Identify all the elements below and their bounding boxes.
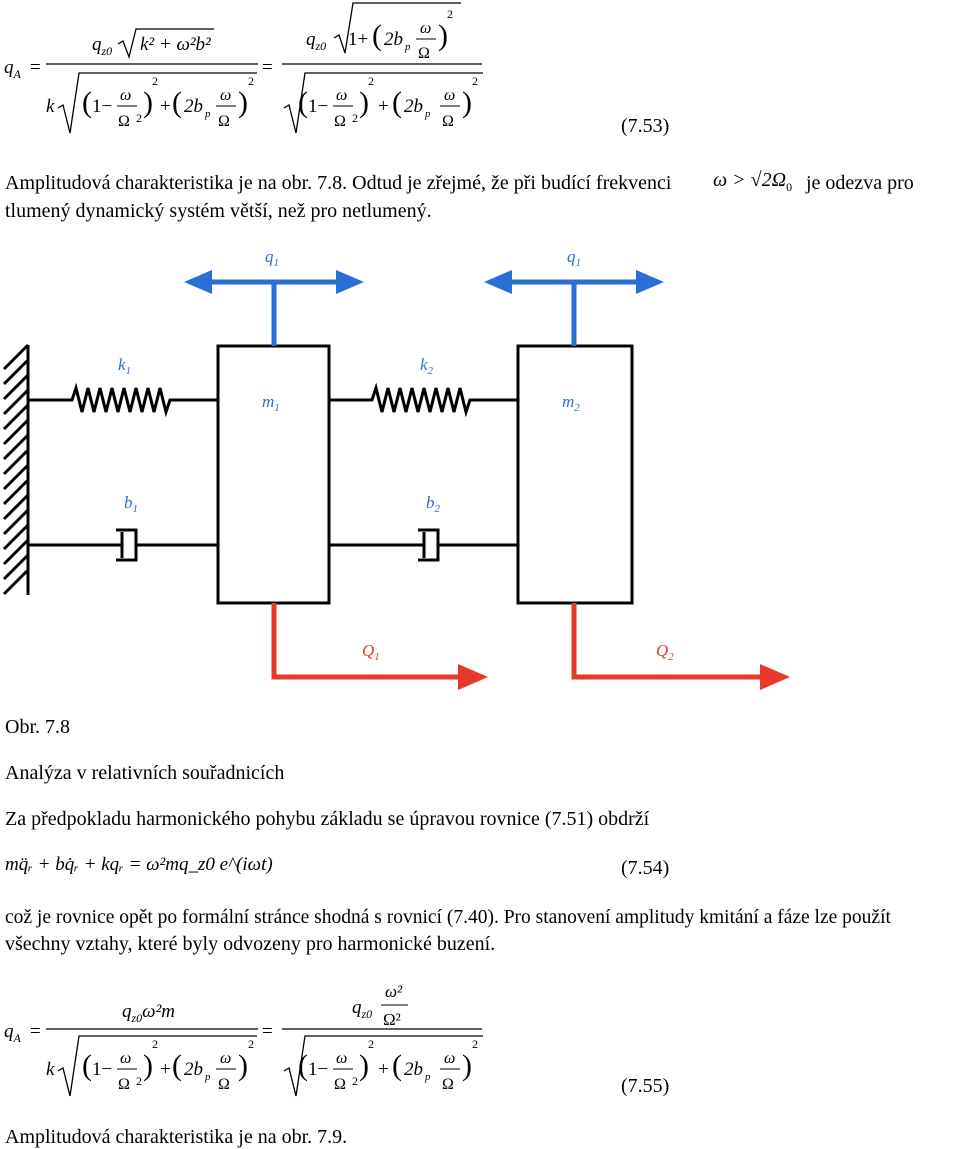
eq753-lhs: $q_A$: [4, 57, 21, 81]
paragraph-2: Za předpokladu harmonického pohybu základu se úpravou rovnice (7.51) obdrží: [5, 808, 650, 830]
svg-text:2: 2: [152, 1037, 158, 1051]
eq755-num2: $q_{z0}$: [352, 997, 373, 1021]
svg-text:ω: ω: [120, 1050, 132, 1067]
label-k2: $k_2$: [420, 355, 434, 377]
label-q1-right: $q_1$: [567, 247, 581, 269]
svg-text:Ω: Ω: [334, 1076, 346, 1093]
svg-text:p: p: [425, 108, 431, 120]
svg-text:2: 2: [352, 1074, 358, 1088]
svg-text:): ): [238, 86, 248, 119]
svg-text:+: +: [160, 1059, 171, 1080]
svg-text:(: (: [392, 1049, 402, 1082]
svg-text:): ): [462, 1049, 472, 1082]
svg-text:p: p: [205, 1071, 211, 1083]
label-b2: $b_2$: [426, 493, 440, 515]
equation-number-7-53: (7.53): [621, 115, 670, 137]
equation-7-53: [0, 0, 700, 145]
svg-text:): ): [359, 1049, 369, 1082]
svg-text:2: 2: [248, 1037, 254, 1051]
svg-text:=: =: [30, 1021, 41, 1042]
svg-text:p: p: [205, 108, 211, 120]
svg-text:Ω: Ω: [442, 113, 454, 130]
svg-text:Ω: Ω: [118, 1076, 130, 1093]
svg-text:1−: 1−: [308, 1059, 329, 1080]
svg-text:ω: ω: [444, 87, 456, 104]
svg-text:=: =: [30, 57, 41, 78]
equation-7-54: mq̈ᵣ + bq̇ᵣ + kqᵣ = ω²mq_z0 e^(iωt): [5, 854, 273, 875]
svg-text:): ): [359, 86, 369, 119]
svg-text:ω: ω: [336, 1050, 348, 1067]
svg-text:+: +: [160, 96, 171, 117]
force-arrow-Q2: [574, 603, 790, 690]
paragraph-1-line-1: Amplitudová charakteristika je na obr. 7.8. Odtud je zřejmé, že při budící frekvenci: [5, 172, 672, 194]
svg-text:): ): [462, 86, 472, 119]
force-arrow-Q1: [274, 603, 488, 690]
damper-b2: [329, 530, 518, 560]
svg-text:2: 2: [472, 1037, 478, 1051]
svg-text:Ω²: Ω²: [383, 1010, 401, 1029]
svg-text:p: p: [405, 41, 411, 53]
svg-text:Ω: Ω: [442, 1076, 454, 1093]
svg-text:1−: 1−: [308, 96, 329, 117]
eq753-num1: $q_{z0}$: [92, 34, 113, 58]
condition-expression: $\omega > √2\Omega_0$: [713, 169, 793, 194]
equation-7-55: [0, 975, 700, 1105]
svg-text:2: 2: [248, 74, 254, 88]
svg-text:2: 2: [368, 74, 374, 88]
label-Q1: $Q_1$: [362, 641, 380, 663]
svg-text:2: 2: [136, 1074, 142, 1088]
svg-text:(: (: [298, 86, 308, 119]
svg-text:k: k: [46, 96, 55, 117]
svg-text:1−: 1−: [92, 1059, 113, 1080]
svg-text:ω: ω: [220, 1050, 232, 1067]
svg-text:): ): [438, 19, 448, 52]
svg-text:+: +: [378, 1059, 389, 1080]
svg-text:ω: ω: [220, 87, 232, 104]
svg-text:Ω: Ω: [218, 1076, 230, 1093]
displacement-arrow-q1-right: [484, 270, 664, 346]
svg-text:Ω: Ω: [334, 113, 346, 130]
eq755-num1: $q_{z0}\omega^2m$: [122, 1001, 176, 1025]
svg-text:2: 2: [352, 111, 358, 125]
label-b1: $b_1$: [124, 493, 138, 515]
label-m1: $m_1$: [262, 392, 280, 414]
svg-text:(: (: [82, 86, 92, 119]
svg-text:=: =: [262, 57, 273, 78]
paragraph-4: Amplitudová charakteristika je na obr. 7.9.: [5, 1126, 348, 1148]
label-m2: $m_2$: [562, 392, 580, 414]
svg-text:2b: 2b: [384, 29, 403, 50]
label-k1: $k_1$: [118, 355, 132, 377]
svg-text:): ): [143, 1049, 153, 1082]
damper-b1: [28, 530, 218, 560]
svg-text:2: 2: [368, 1037, 374, 1051]
svg-text:2: 2: [447, 7, 453, 21]
svg-text:k: k: [46, 1059, 55, 1080]
equation-number-7-54: (7.54): [621, 857, 670, 879]
svg-text:2b: 2b: [404, 1059, 423, 1080]
svg-text:2b: 2b: [184, 1059, 203, 1080]
svg-text:k² + ω²b²: k² + ω²b²: [140, 34, 211, 55]
svg-text:Ω: Ω: [418, 45, 430, 62]
svg-text:(: (: [172, 1049, 182, 1082]
equation-number-7-55: (7.55): [621, 1075, 670, 1097]
svg-text:2: 2: [472, 74, 478, 88]
svg-text:): ): [238, 1049, 248, 1082]
eq753-num2: $q_{z0}$: [306, 29, 327, 53]
displacement-arrow-q1-left: [184, 270, 364, 346]
svg-text:2: 2: [152, 74, 158, 88]
paragraph-1-line-2: tlumený dynamický systém větší, než pro netlumený.: [5, 200, 432, 222]
svg-text:): ): [143, 86, 153, 119]
figure-7-8-two-mass-system: [0, 240, 960, 700]
spring-k1: [28, 388, 218, 412]
svg-text:+: +: [378, 96, 389, 117]
svg-text:ω: ω: [420, 20, 432, 37]
label-q1-left: $q_1$: [265, 247, 279, 269]
svg-text:p: p: [425, 1071, 431, 1083]
label-Q2: $Q_2$: [656, 641, 674, 663]
svg-text:Ω: Ω: [218, 113, 230, 130]
svg-text:ω: ω: [336, 87, 348, 104]
svg-text:ω²: ω²: [385, 982, 403, 1001]
svg-text:2b: 2b: [184, 96, 203, 117]
section-title: Analýza v relativních souřadnicích: [5, 762, 285, 784]
mass-m2: [518, 346, 632, 603]
svg-text:1+: 1+: [348, 29, 369, 50]
paragraph-3-line-2: všechny vztahy, které byly odvozeny pro harmonické buzení.: [5, 933, 496, 955]
figure-caption: Obr. 7.8: [5, 716, 70, 738]
paragraph-1-line-1-end: je odezva pro: [806, 172, 914, 194]
paragraph-3-line-1: což je rovnice opět po formální stránce shodná s rovnicí (7.40). Pro stanovení amplitudy kmitání a fáze lze použít: [5, 907, 891, 928]
svg-text:Ω: Ω: [118, 113, 130, 130]
svg-text:2: 2: [136, 111, 142, 125]
ground-wall: [4, 345, 28, 595]
svg-text:(: (: [172, 86, 182, 119]
svg-text:(: (: [82, 1049, 92, 1082]
svg-text:ω: ω: [120, 87, 132, 104]
svg-text:=: =: [262, 1021, 273, 1042]
svg-text:(: (: [298, 1049, 308, 1082]
svg-text:2b: 2b: [404, 96, 423, 117]
svg-text:(: (: [372, 19, 382, 52]
svg-text:qA: $q_A$: [4, 1021, 21, 1045]
svg-text:1−: 1−: [92, 96, 113, 117]
mass-m1: [218, 346, 329, 603]
spring-k2: [329, 388, 518, 412]
svg-text:ω: ω: [444, 1050, 456, 1067]
svg-text:(: (: [392, 86, 402, 119]
